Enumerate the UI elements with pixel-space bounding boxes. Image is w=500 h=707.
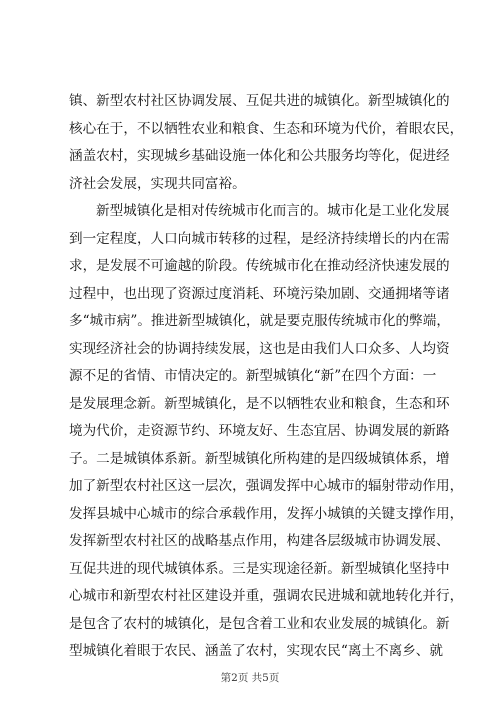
text-line: 发挥新型农村社区的战略基点作用，构建各层级城市协调发展、: [69, 533, 450, 549]
text-line: 实现经济社会的协调持续发展，这也是由我们人口众多、人均资: [69, 340, 450, 357]
text-line: 源不足的省情、市情决定的。新型城镇化“新”在四个方面：一: [69, 368, 437, 384]
text-line: 加了新型农村社区这一层次，强调发挥中心城市的辐射带动作用，: [69, 478, 464, 494]
text-line: 境为代价，走资源节约、环境友好、生态宜居、协调发展的新路: [69, 423, 450, 439]
text-line: 济社会发展，实现共同富裕。: [69, 175, 246, 192]
text-line: 新型城镇化是相对传统城市化而言的。城市化是工业化发展: [96, 203, 450, 219]
text-line: 是包含了农村的城镇化，是包含着工业和农业发展的城镇化。新: [69, 615, 450, 632]
text-line: 发挥县城中心城市的综合承载作用，发挥小城镇的关键支撑作用，: [69, 505, 464, 522]
text-line: 多“城市病”。推进新型城镇化，就是要克服传统城市化的弊端，: [69, 313, 450, 329]
text-line: 镇、新型农村社区协调发展、互促共进的城镇化。新型城镇化的: [69, 93, 450, 109]
document-body: [69, 88, 464, 666]
text-line: 过程中，也出现了资源过度消耗、环境污染加剧、交通拥堵等诸: [69, 285, 450, 302]
text-line: 核心在于，不以牺牲农业和粮食、生态和环境为代价，着眼农民，: [69, 120, 464, 137]
text-line: 涵盖农村，实现城乡基础设施一体化和公共服务均等化，促进经: [69, 148, 450, 164]
text-line: 是发展理念新。新型城镇化，是不以牺牲农业和粮食，生态和环: [69, 395, 450, 412]
text-line: 子。二是城镇体系新。新型城镇化所构建的是四级城镇体系，增: [69, 450, 450, 467]
text-line: 求，是发展不可逾越的阶段。传统城市化在推动经济快速发展的: [69, 258, 450, 274]
page-number-footer: 第2页 共5页: [220, 672, 280, 684]
text-line: 到一定程度，人口向城市转移的过程，是经济持续增长的内在需: [69, 230, 450, 247]
text-line: 互促共进的现代城镇体系。三是实现途径新。新型城镇化坚持中: [69, 560, 450, 577]
text-line: 心城市和新型农村社区建设并重，强调农民进城和就地转化并行，: [69, 588, 464, 604]
text-line: 型城镇化着眼于农民、涵盖了农村，实现农民“离土不离乡、就: [69, 643, 443, 659]
